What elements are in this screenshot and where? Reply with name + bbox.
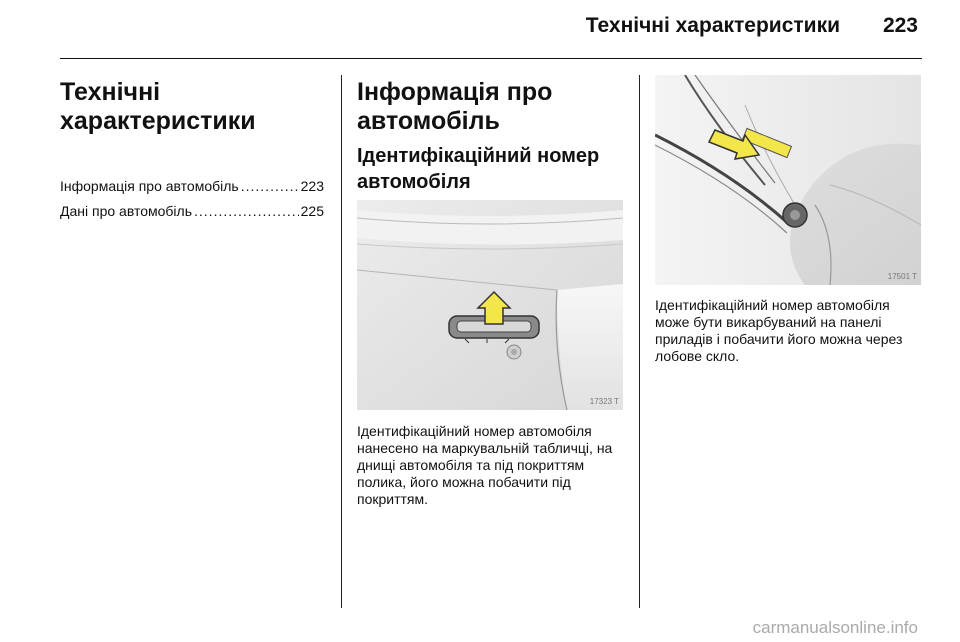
table-of-contents bbox=[60, 178, 324, 228]
figure-caption: Ідентифікаційний номер автомобіля може бути викарбуваний на панелі приладів і побачити його можна через лобове скло. bbox=[655, 297, 903, 364]
figure-windshield-vin bbox=[655, 75, 921, 285]
toc-item-page: 223 bbox=[300, 178, 324, 194]
column-divider-1 bbox=[341, 75, 342, 608]
toc-title: Технічні характеристики bbox=[60, 78, 256, 135]
toc-item[interactable] bbox=[60, 203, 324, 228]
figure-caption: Ідентифікаційний номер автомобіля нанесено на маркувальній табличці, на днищі автомобіля та під покриттям полика, його можна побачити під покриттям. bbox=[357, 423, 613, 507]
windshield-vin-illustration bbox=[655, 75, 921, 285]
toc-item[interactable] bbox=[60, 178, 324, 203]
vin-plate-illustration bbox=[357, 200, 623, 410]
page-number: 223 bbox=[882, 14, 918, 37]
toc-item-page: 225 bbox=[300, 203, 324, 219]
header-rule bbox=[60, 58, 922, 59]
toc-item-label: Дані про автомобіль bbox=[60, 203, 193, 219]
toc-leader-dots bbox=[194, 203, 299, 219]
running-header-title: Технічні характеристики bbox=[585, 14, 840, 37]
figure-code: 17501 T bbox=[887, 272, 917, 281]
section-title: Інформація про автомобіль bbox=[357, 78, 553, 135]
figure-code: 17323 T bbox=[589, 397, 619, 406]
toc-leader-dots bbox=[241, 178, 299, 194]
watermark-text: carmanualsonline.info bbox=[752, 618, 918, 637]
subsection-title: Ідентифікаційний номер автомобіля bbox=[357, 145, 600, 193]
column-divider-2 bbox=[639, 75, 640, 608]
figure-vin-plate bbox=[357, 200, 623, 410]
toc-item-label: Інформація про автомобіль bbox=[60, 178, 239, 194]
